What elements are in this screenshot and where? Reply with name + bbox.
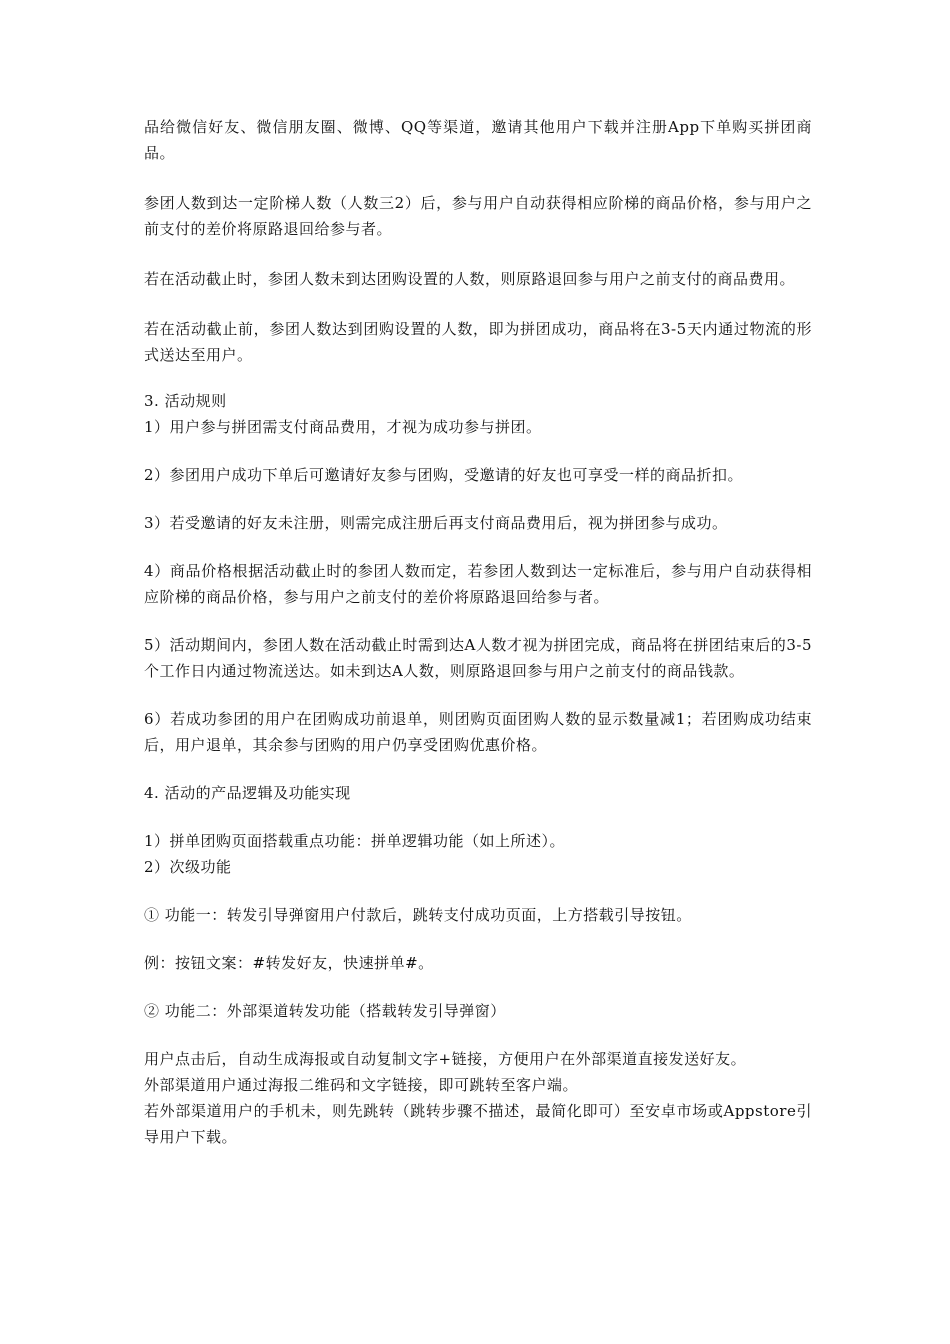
paragraph-tier-price: 参团人数到达一定阶梯人数（人数三2）后，参与用户自动获得相应阶梯的商品价格，参与用户之前支付的差价将原路退回给参与者。	[144, 194, 812, 238]
feature-two: ② 功能二：外部渠道转发功能（搭载转发引导弹窗）	[144, 1002, 506, 1020]
feature-two-detail-1: 用户点击后，自动生成海报或自动复制文字+链接，方便用户在外部渠道直接发送好友。	[144, 1050, 747, 1068]
paragraph-success-delivery: 若在活动截止前，参团人数达到团购设置的人数，即为拼团成功，商品将在3-5天内通过物流的形式送达至用户。	[144, 320, 812, 364]
feature-one-example: 例：按钮文案：#转发好友，快速拼单#。	[144, 954, 434, 972]
rule-item-2: 2）参团用户成功下单后可邀请好友参与团购，受邀请的好友也可享受一样的商品折扣。	[144, 466, 744, 484]
feature-one: ① 功能一：转发引导弹窗用户付款后，跳转支付成功页面，上方搭载引导按钮。	[144, 906, 692, 924]
section-heading-rules: 3. 活动规则	[144, 392, 227, 410]
document-body	[144, 114, 812, 1150]
logic-item-2: 2）次级功能	[144, 858, 232, 876]
paragraph-refund-on-fail: 若在活动截止时，参团人数未到达团购设置的人数，则原路退回参与用户之前支付的商品费用。	[144, 270, 796, 288]
rule-item-4: 4）商品价格根据活动截止时的参团人数而定，若参团人数到达一定标准后，参与用户自动获得相应阶梯的商品价格，参与用户之前支付的差价将原路退回给参与者。	[144, 562, 812, 606]
feature-two-detail-2: 外部渠道用户通过海报二维码和文字链接，即可跳转至客户端。	[144, 1076, 579, 1094]
rule-item-3: 3）若受邀请的好友未注册，则需完成注册后再支付商品费用后，视为拼团参与成功。	[144, 514, 728, 532]
section-heading-product-logic: 4. 活动的产品逻辑及功能实现	[144, 784, 351, 802]
rule-item-6: 6）若成功参团的用户在团购成功前退单，则团购页面团购人数的显示数量减1；若团购成功结束后，用户退单，其余参与团购的用户仍享受团购优惠价格。	[144, 710, 812, 754]
logic-item-1: 1）拼单团购页面搭载重点功能：拼单逻辑功能（如上所述）。	[144, 832, 566, 850]
rule-item-1: 1）用户参与拼团需支付商品费用，才视为成功参与拼团。	[144, 418, 542, 436]
rule-item-5: 5）活动期间内，参团人数在活动截止时需到达A人数才视为拼团完成，商品将在拼团结束后的3-5个工作日内通过物流送达。如未到达A人数，则原路退回参与用户之前支付的商品钱款。	[144, 636, 812, 680]
paragraph-share-channels: 品给微信好友、微信朋友圈、微博、QQ等渠道，邀请其他用户下载并注册App下单购买拼团商品。	[144, 118, 812, 162]
feature-two-detail-3: 若外部渠道用户的手机未，则先跳转（跳转步骤不描述，最简化即可）至安卓市场或Appstore引导用户下载。	[144, 1102, 812, 1146]
